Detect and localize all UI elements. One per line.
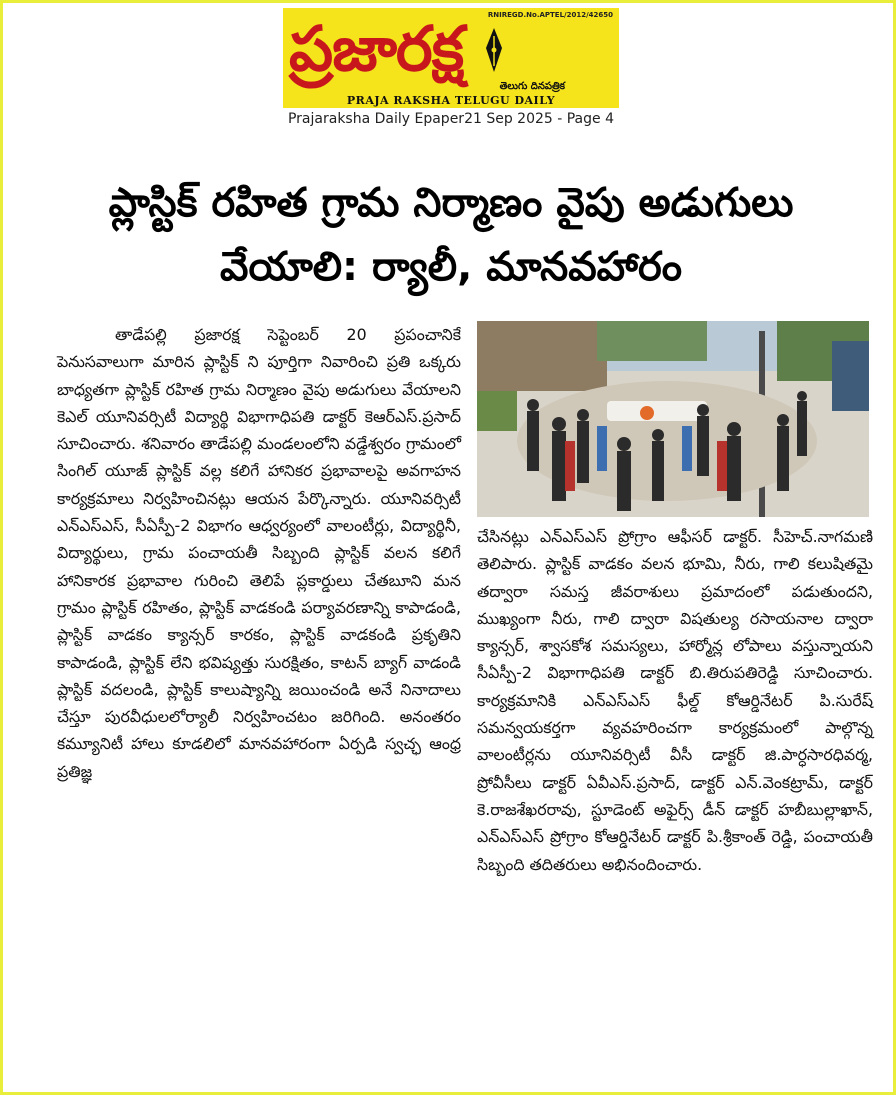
masthead: [283, 8, 619, 108]
newspaper-logo: ప్రజారక్ష: [289, 12, 464, 85]
page-info: Prajaraksha Daily Epaper21 Sep 2025 - Page 4: [287, 111, 614, 127]
right-column-text: చేసినట్లు ఎన్ఎస్ఎస్ ప్రోగ్రాం ఆఫీసర్ డాక్టర్. సీహెచ్.నాగమణి తెలిపారు. ప్లాస్టిక్ వాడకం వలన భూమి, నీరు, గాలి కలుషితమై తద్వారా సమస్త జీవరాశులు ప్రమాదంలో పడుతుందని, ముఖ్యంగా నీరు, గాలి ద్వారా విషతుల్య రసాయనాల ద్వారా క్యాన్సర్, శ్వాసకోశ సమస్యలు, హార్మోన్ల లోపాలు వస్తున్నాయని సీఏస్పీ-2 విభాగాధిపతి డాక్టర్ బి.తిరుపతిరెడ్డి సూచించారు. కార్యక్రమానికి ఎన్ఎస్ఎస్ ఫీల్డ్ కోఆర్డినేటర్ పి.సురేష్ సమన్వయకర్తగా వ్యవహరించగా కార్యక్రమంలో పాల్గొన్న వాలంటీర్లను యూనివర్సిటీ వీసీ డాక్టర్ జి.పార్ధసారధివర్మ, ప్రోవీసీలు డాక్టర్ ఏవీఎస్.ప్రసాద్, డాక్టర్ ఎన్.వెంకట్రామ్, డాక్టర్ కె.రాజశేఖరరావు, స్టూడెంట్ అఫైర్స్ డీన్ డాక్టర్ హబీబుల్లాఖాన్, ఎన్ఎస్ఎస్ ప్రోగ్రాం కోఆర్డినేటర్ డాక్టర్ పి.శ్రీకాంత్ రెడ్డి, పంచాయతీ సిబ్బంది తదితరులు అభినందించారు.: [477, 527, 873, 874]
article-right-column: [477, 523, 873, 878]
article-headline: [43, 171, 859, 299]
article-left-column: [57, 321, 461, 785]
pen-nib-icon: [483, 26, 505, 74]
newspaper-tagline: తెలుగు దినపత్రిక: [499, 81, 565, 92]
newspaper-subtitle: PRAJA RAKSHA TELUGU DAILY: [346, 94, 556, 107]
rally-photo-image: [477, 321, 869, 517]
registration-number: RNIREGD.No.APTEL/2012/42650: [487, 11, 613, 19]
headline-line-2: వేయాలి: ర్యాలీ, మానవహారం: [220, 244, 682, 290]
rally-photo: [477, 321, 869, 517]
left-column-text: తాడేపల్లి ప్రజారక్ష సెప్టెంబర్ 20 ప్రపంచానికే పెనుసవాలుగా మారిన ప్లాస్టిక్ ని పూర్తిగా నివారించి ప్రతి ఒక్కరు బాధ్యతగా ప్లాస్టిక్ రహిత గ్రామ నిర్మాణం వైపు అడుగులు వేయాలని కెఎల్ యూనివర్సిటీ విద్యార్థి విభాగాధిపతి డాక్టర్ కెఆర్ఎస్.ప్రసాద్ సూచించారు. శనివారం తాడేపల్లి మండలంలోని వడ్డేశ్వరం గ్రామంలో సింగిల్ యూజ్ ప్లాస్టిక్ వల్ల కలిగే హానికర ప్రభావాలపై అవగాహన కార్యక్రమాలు నిర్వహించినట్లు ఆయన పేర్కొన్నారు. యూనివర్సిటీ ఎన్ఎస్ఎస్, సీఏస్పీ-2 విభాగం ఆధ్వర్యంలో వాలంటీర్లు, విద్యార్థినీ, విద్యార్థులు, గ్రామ పంచాయతీ సిబ్బంది ప్లాస్టిక్ వలన కలిగే హానికారక ప్రభావాల గురించి తెలిపే ప్లకార్డులు చేతబూని మన గ్రామం ప్లాస్టిక్ రహితం, ప్లాస్టిక్ వాడకండి పర్యావరణాన్ని కాపాడండి, ప్లాస్టిక్ వాడకం క్యాన్సర్ కారకం, ప్లాస్టిక్ వాడకండి ప్రకృతిని కాపాడండి, ప్లాస్టిక్ లేని భవిష్యత్తు సురక్షితం, కాటన్ బ్యాగ్ వాడండి ప్లాస్టిక్ వదలండి, ప్లాస్టిక్ కాలుష్యాన్ని జయించండి అనే నినాదాలు చేస్తూ పురవీధులలోర్యాలీ నిర్వహించటం జరిగింది. అనంతరం కమ్యూనిటీ హాలు కూడలిలో మానవహారంగా ఏర్పడి స్వచ్ఛ ఆంధ్ర ప్రతిజ్ఞ: [57, 325, 461, 781]
headline-line-1: ప్లాస్టిక్ రహిత గ్రామ నిర్మాణం వైపు అడుగులు: [108, 180, 794, 226]
